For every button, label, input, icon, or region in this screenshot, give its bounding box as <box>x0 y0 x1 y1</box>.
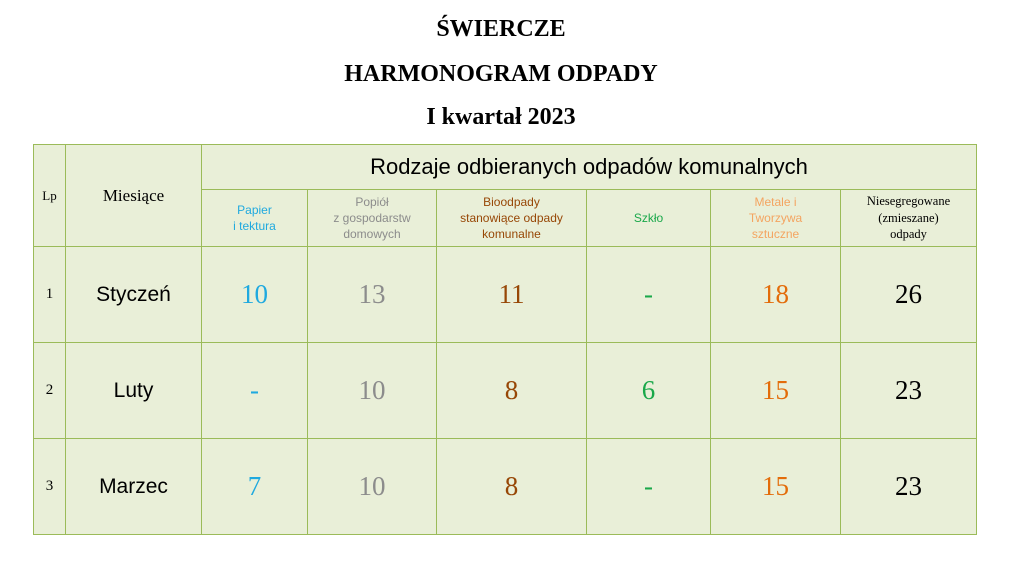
month-cell: Luty <box>66 343 202 439</box>
category-bio-line2: stanowiące odpady <box>460 210 563 225</box>
category-glass <box>587 190 711 247</box>
glass-date: - <box>587 247 711 343</box>
category-mixed-line2: (zmieszane) <box>878 210 939 225</box>
month-cell: Styczeń <box>66 247 202 343</box>
category-ash-line2: z gospodarstw <box>333 210 411 225</box>
category-ash-line3: domowych <box>343 227 401 242</box>
paper-date: 10 <box>202 247 308 343</box>
category-metal-line2: Tworzywa <box>748 210 803 225</box>
table-row <box>34 247 977 343</box>
metal-date: 15 <box>711 343 841 439</box>
category-paper-line2: i tektura <box>233 219 276 233</box>
month-header: Miesiące <box>66 145 202 247</box>
ash-date: 10 <box>308 343 437 439</box>
paper-date: 7 <box>202 439 308 535</box>
bio-date: 8 <box>437 343 587 439</box>
lp-cell: 2 <box>34 343 66 439</box>
lp-cell: 3 <box>34 439 66 535</box>
table-row <box>34 439 977 535</box>
category-metal-line1: Metale i <box>754 194 797 209</box>
lp-header: Lp <box>34 145 66 247</box>
category-bio-line1: Bioodpady <box>483 194 540 209</box>
mixed-date: 23 <box>841 343 977 439</box>
ash-date: 10 <box>308 439 437 535</box>
metal-date: 15 <box>711 439 841 535</box>
glass-date: 6 <box>587 343 711 439</box>
schedule-title: HARMONOGRAM ODPADY <box>344 61 658 87</box>
mixed-date: 26 <box>841 247 977 343</box>
category-metal <box>711 190 841 247</box>
town-title: ŚWIERCZE <box>436 16 566 42</box>
category-bio <box>437 190 587 247</box>
category-metal-line3: sztuczne <box>751 227 800 242</box>
category-ash <box>308 190 437 247</box>
category-glass-line1: Szkło <box>633 210 664 225</box>
category-paper <box>202 190 308 247</box>
category-bio-line3: komunalne <box>482 227 541 242</box>
lp-cell: 1 <box>34 247 66 343</box>
waste-schedule-table <box>33 144 977 535</box>
metal-date: 18 <box>711 247 841 343</box>
table-row <box>34 343 977 439</box>
category-mixed <box>841 190 977 247</box>
category-paper-line1: Papier <box>237 202 272 217</box>
category-mixed-line1: Niesegregowane <box>866 193 951 208</box>
period-title: I kwartał 2023 <box>426 104 576 130</box>
mixed-date: 23 <box>841 439 977 535</box>
bio-date: 8 <box>437 439 587 535</box>
category-ash-line1: Popiół <box>355 194 389 209</box>
waste-types-header: Rodzaje odbieranych odpadów komunalnych <box>202 145 977 190</box>
category-mixed-line3: odpady <box>890 227 927 242</box>
bio-date: 11 <box>437 247 587 343</box>
ash-date: 13 <box>308 247 437 343</box>
paper-date: - <box>202 343 308 439</box>
month-cell: Marzec <box>66 439 202 535</box>
glass-date: - <box>587 439 711 535</box>
